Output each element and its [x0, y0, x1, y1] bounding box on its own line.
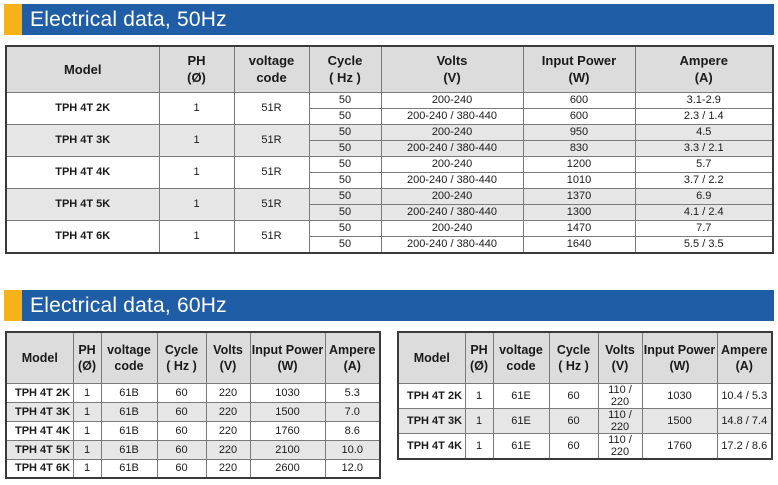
column-header-line: Volts [605, 342, 635, 357]
ampere-cell: 5.5 / 3.5 [635, 236, 773, 253]
ph-cell: 1 [159, 156, 234, 188]
table-60hz-left [5, 331, 381, 479]
column-header-line: voltage [107, 342, 151, 357]
input-power-cell: 1200 [523, 156, 635, 172]
ampere-cell: 10.4 / 5.3 [717, 383, 772, 408]
model-cell: TPH 4T 6K [6, 220, 159, 253]
table-row [6, 188, 773, 204]
column-header-line: Input Power [251, 342, 324, 357]
table-row [6, 402, 380, 421]
input-power-cell: 1500 [250, 402, 325, 421]
ampere-cell: 2.3 / 1.4 [635, 108, 773, 124]
ph-cell: 1 [73, 459, 101, 478]
input-power-cell: 1300 [523, 204, 635, 220]
column-header-line: (V) [219, 358, 237, 373]
input-power-cell: 1030 [642, 383, 717, 408]
ampere-cell: 5.7 [635, 156, 773, 172]
column-header-line: (A) [694, 70, 713, 86]
voltage-code-cell: 61B [101, 459, 157, 478]
ampere-cell: 3.3 / 2.1 [635, 140, 773, 156]
table-row [6, 92, 773, 108]
ampere-cell: 3.1-2.9 [635, 92, 773, 108]
input-power-cell: 830 [523, 140, 635, 156]
column-header-line: PH [78, 342, 96, 357]
column-header-line: (V) [611, 358, 629, 373]
volts-cell: 220 [206, 440, 250, 459]
model-cell: TPH 4T 2K [6, 92, 159, 124]
column-header-line: Cycle [556, 342, 591, 357]
volts-cell: 200-240 [381, 220, 523, 236]
column-header-line: (W) [568, 70, 590, 86]
volts-cell: 200-240 [381, 124, 523, 140]
column-header [465, 332, 493, 383]
input-power-cell: 1640 [523, 236, 635, 253]
table-row [398, 383, 772, 408]
model-cell: TPH 4T 3K [6, 124, 159, 156]
model-cell: TPH 4T 4K [6, 421, 73, 440]
volts-cell: 220 [206, 402, 250, 421]
column-header-line: ( Hz ) [329, 70, 361, 86]
volts-cell: 200-240 [381, 156, 523, 172]
voltage-code-cell: 51R [234, 156, 309, 188]
table-60hz-right [397, 331, 773, 460]
model-cell: TPH 4T 2K [398, 383, 465, 408]
column-header [398, 332, 465, 383]
ph-cell: 1 [465, 408, 493, 433]
column-header-line: Cycle [164, 342, 199, 357]
input-power-cell: 1500 [642, 408, 717, 433]
ph-cell: 1 [73, 402, 101, 421]
volts-cell: 110 / 220 [598, 433, 642, 459]
ph-cell: 1 [465, 383, 493, 408]
column-header-line: Volts [436, 53, 468, 69]
voltage-code-cell: 61E [493, 383, 549, 408]
ampere-cell: 5.3 [325, 383, 380, 402]
banner-50hz [4, 4, 774, 35]
banner-accent [4, 4, 22, 35]
ph-cell: 1 [73, 383, 101, 402]
table-row [6, 156, 773, 172]
volts-cell: 200-240 / 380-440 [381, 172, 523, 188]
column-header-line: (Ø) [187, 70, 206, 86]
column-header-line: Ampere [328, 342, 376, 357]
column-header [250, 332, 325, 383]
input-power-cell: 600 [523, 108, 635, 124]
cycle-cell: 60 [549, 408, 598, 433]
column-header-line: voltage [499, 342, 543, 357]
ph-cell: 1 [465, 433, 493, 459]
column-header [73, 332, 101, 383]
volts-cell: 220 [206, 421, 250, 440]
column-header-line: Model [63, 61, 102, 77]
cycle-cell: 50 [309, 236, 381, 253]
cycle-cell: 50 [309, 204, 381, 220]
cycle-cell: 50 [309, 92, 381, 108]
input-power-cell: 1030 [250, 383, 325, 402]
cycle-cell: 50 [309, 172, 381, 188]
input-power-cell: 950 [523, 124, 635, 140]
column-header-line: ( Hz ) [558, 358, 589, 373]
column-header [381, 46, 523, 92]
table-row [6, 440, 380, 459]
volts-cell: 200-240 [381, 188, 523, 204]
voltage-code-cell: 61B [101, 383, 157, 402]
banner-accent [4, 290, 22, 321]
column-header-line: Ampere [679, 53, 728, 69]
column-header [717, 332, 772, 383]
ph-cell: 1 [73, 440, 101, 459]
column-header-line: Volts [213, 342, 243, 357]
table-row [398, 408, 772, 433]
column-header-line: code [256, 70, 287, 86]
table-row [6, 459, 380, 478]
model-cell: TPH 4T 2K [6, 383, 73, 402]
column-header-line: ( Hz ) [166, 358, 197, 373]
ampere-cell: 4.5 [635, 124, 773, 140]
ampere-cell: 7.7 [635, 220, 773, 236]
voltage-code-cell: 51R [234, 188, 309, 220]
cycle-cell: 60 [157, 402, 206, 421]
cycle-cell: 50 [309, 140, 381, 156]
column-header [635, 46, 773, 92]
ampere-cell: 17.2 / 8.6 [717, 433, 772, 459]
column-header-line: (Ø) [77, 358, 97, 373]
cycle-cell: 50 [309, 124, 381, 140]
table-row [6, 421, 380, 440]
table-row [398, 433, 772, 459]
cycle-cell: 60 [549, 383, 598, 408]
voltage-code-cell: 61E [493, 433, 549, 459]
column-header [598, 332, 642, 383]
column-header [101, 332, 157, 383]
column-header [157, 332, 206, 383]
column-header [493, 332, 549, 383]
cycle-cell: 60 [157, 459, 206, 478]
input-power-cell: 2100 [250, 440, 325, 459]
ampere-cell: 8.6 [325, 421, 380, 440]
column-header-line: (Ø) [469, 358, 489, 373]
column-header-line: Input Power [643, 342, 716, 357]
ampere-cell: 12.0 [325, 459, 380, 478]
section-title-60hz: Electrical data, 60Hz [30, 294, 227, 317]
volts-cell: 200-240 / 380-440 [381, 204, 523, 220]
column-header-line: (W) [669, 358, 690, 373]
column-header-line: (V) [443, 70, 461, 86]
banner-60hz [4, 290, 774, 321]
column-header [206, 332, 250, 383]
input-power-cell: 1470 [523, 220, 635, 236]
table-row [6, 124, 773, 140]
cycle-cell: 60 [549, 433, 598, 459]
cycle-cell: 50 [309, 188, 381, 204]
table-row [6, 383, 380, 402]
ph-cell: 1 [159, 92, 234, 124]
ampere-cell: 3.7 / 2.2 [635, 172, 773, 188]
voltage-code-cell: 51R [234, 124, 309, 156]
ph-cell: 1 [73, 421, 101, 440]
ph-cell: 1 [159, 188, 234, 220]
volts-cell: 200-240 / 380-440 [381, 108, 523, 124]
voltage-code-cell: 51R [234, 92, 309, 124]
cycle-cell: 60 [157, 421, 206, 440]
model-cell: TPH 4T 6K [6, 459, 73, 478]
model-cell: TPH 4T 3K [398, 408, 465, 433]
ph-cell: 1 [159, 124, 234, 156]
column-header-line: PH [187, 53, 206, 69]
model-cell: TPH 4T 5K [6, 440, 73, 459]
input-power-cell: 1370 [523, 188, 635, 204]
volts-cell: 110 / 220 [598, 408, 642, 433]
column-header [642, 332, 717, 383]
voltage-code-cell: 61B [101, 402, 157, 421]
column-header-line: code [114, 358, 144, 373]
volts-cell: 200-240 / 380-440 [381, 236, 523, 253]
section-title-50hz: Electrical data, 50Hz [30, 8, 227, 31]
column-header [549, 332, 598, 383]
column-header-line: (W) [277, 358, 298, 373]
column-header-line: (A) [735, 358, 753, 373]
voltage-code-cell: 61B [101, 421, 157, 440]
ampere-cell: 10.0 [325, 440, 380, 459]
model-cell: TPH 4T 4K [398, 433, 465, 459]
model-cell: TPH 4T 3K [6, 402, 73, 421]
input-power-cell: 600 [523, 92, 635, 108]
column-header-line: Cycle [327, 53, 363, 69]
cycle-cell: 50 [309, 156, 381, 172]
volts-cell: 220 [206, 459, 250, 478]
voltage-code-cell: 61B [101, 440, 157, 459]
table-row [6, 220, 773, 236]
column-header [6, 332, 73, 383]
voltage-code-cell: 51R [234, 220, 309, 253]
column-header [523, 46, 635, 92]
ampere-cell: 4.1 / 2.4 [635, 204, 773, 220]
voltage-code-cell: 61E [493, 408, 549, 433]
column-header-line: PH [470, 342, 488, 357]
column-header [309, 46, 381, 92]
ampere-cell: 7.0 [325, 402, 380, 421]
column-header-line: code [506, 358, 536, 373]
cycle-cell: 50 [309, 220, 381, 236]
cycle-cell: 60 [157, 383, 206, 402]
input-power-cell: 2600 [250, 459, 325, 478]
volts-cell: 110 / 220 [598, 383, 642, 408]
ph-cell: 1 [159, 220, 234, 253]
volts-cell: 200-240 / 380-440 [381, 140, 523, 156]
model-cell: TPH 4T 4K [6, 156, 159, 188]
column-header [325, 332, 380, 383]
column-header [234, 46, 309, 92]
table-50hz [5, 45, 774, 254]
column-header-line: Input Power [541, 53, 617, 69]
cycle-cell: 60 [157, 440, 206, 459]
column-header-line: Model [413, 350, 450, 365]
volts-cell: 200-240 [381, 92, 523, 108]
cycle-cell: 50 [309, 108, 381, 124]
volts-cell: 220 [206, 383, 250, 402]
input-power-cell: 1760 [250, 421, 325, 440]
column-header-line: Model [21, 350, 58, 365]
column-header-line: Ampere [720, 342, 768, 357]
input-power-cell: 1760 [642, 433, 717, 459]
model-cell: TPH 4T 5K [6, 188, 159, 220]
ampere-cell: 6.9 [635, 188, 773, 204]
input-power-cell: 1010 [523, 172, 635, 188]
column-header [6, 46, 159, 92]
ampere-cell: 14.8 / 7.4 [717, 408, 772, 433]
column-header-line: voltage [248, 53, 295, 69]
column-header [159, 46, 234, 92]
column-header-line: (A) [343, 358, 361, 373]
